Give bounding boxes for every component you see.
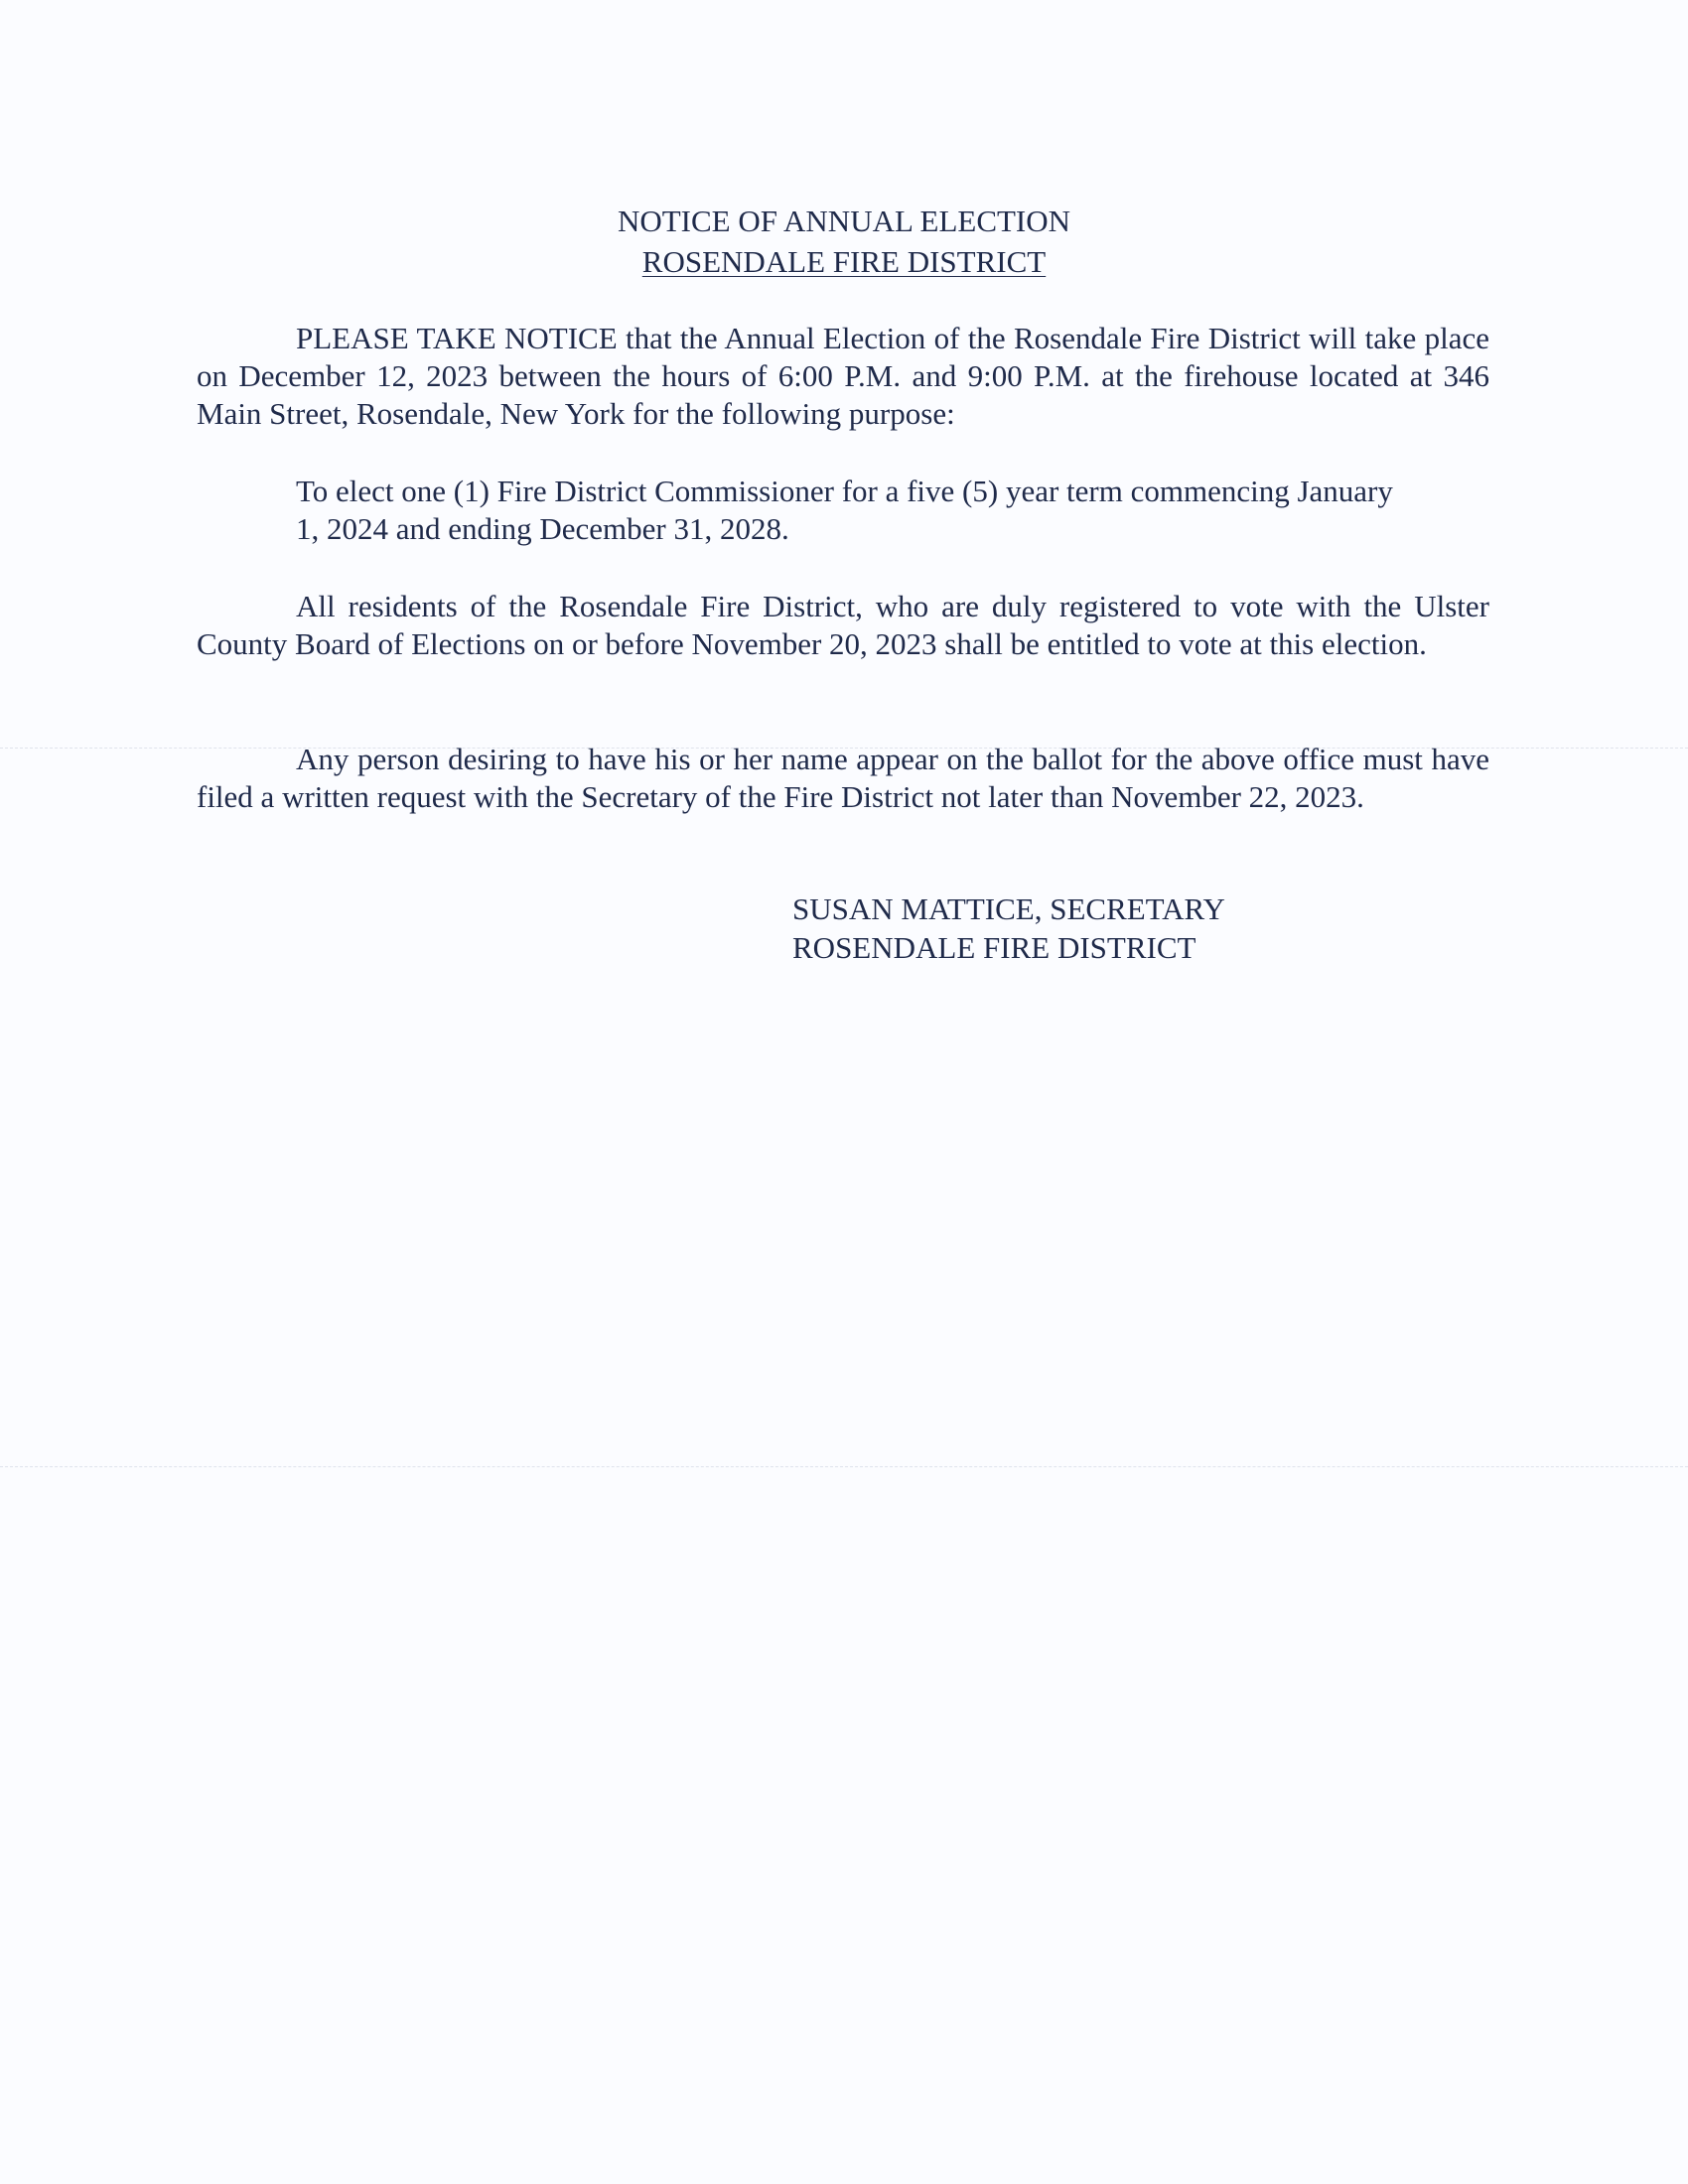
notice-title: NOTICE OF ANNUAL ELECTION <box>617 204 1071 238</box>
paragraph-text: Any person desiring to have his or her name appear on the ballot for the above office must have filed a written request with the Secretary of the Fire District not later than November 22, 2023. <box>197 742 1489 814</box>
notice-paragraph-eligibility <box>197 588 1489 663</box>
notice-paragraph-ballot-request <box>197 741 1489 816</box>
paragraph-text: All residents of the Rosendale Fire District, who are duly registered to vote with the Ulster County Board of Elections on or before November 20, 2023 shall be entitled to vote at this election. <box>197 589 1489 661</box>
notice-paragraph-purpose <box>197 320 1489 433</box>
paper-fold-line <box>0 1466 1688 1467</box>
signatory-name: SUSAN MATTICE, SECRETARY <box>792 891 1225 926</box>
signature-block <box>792 889 1225 967</box>
signatory-organization: ROSENDALE FIRE DISTRICT <box>792 930 1196 965</box>
notice-heading <box>0 201 1688 282</box>
notice-subtitle: ROSENDALE FIRE DISTRICT <box>641 244 1047 279</box>
paragraph-text: PLEASE TAKE NOTICE that the Annual Election of the Rosendale Fire District will take place on December 12, 2023 between the hours of 6:00 P.M. and 9:00 P.M. at the firehouse located at 346 Main Street, Rosendale, New York for the following purpose: <box>197 321 1489 431</box>
notice-paragraph-commissioner: To elect one (1) Fire District Commissioner for a five (5) year term commencing January 1, 2024 and ending December 31, 2028. <box>296 474 1393 546</box>
